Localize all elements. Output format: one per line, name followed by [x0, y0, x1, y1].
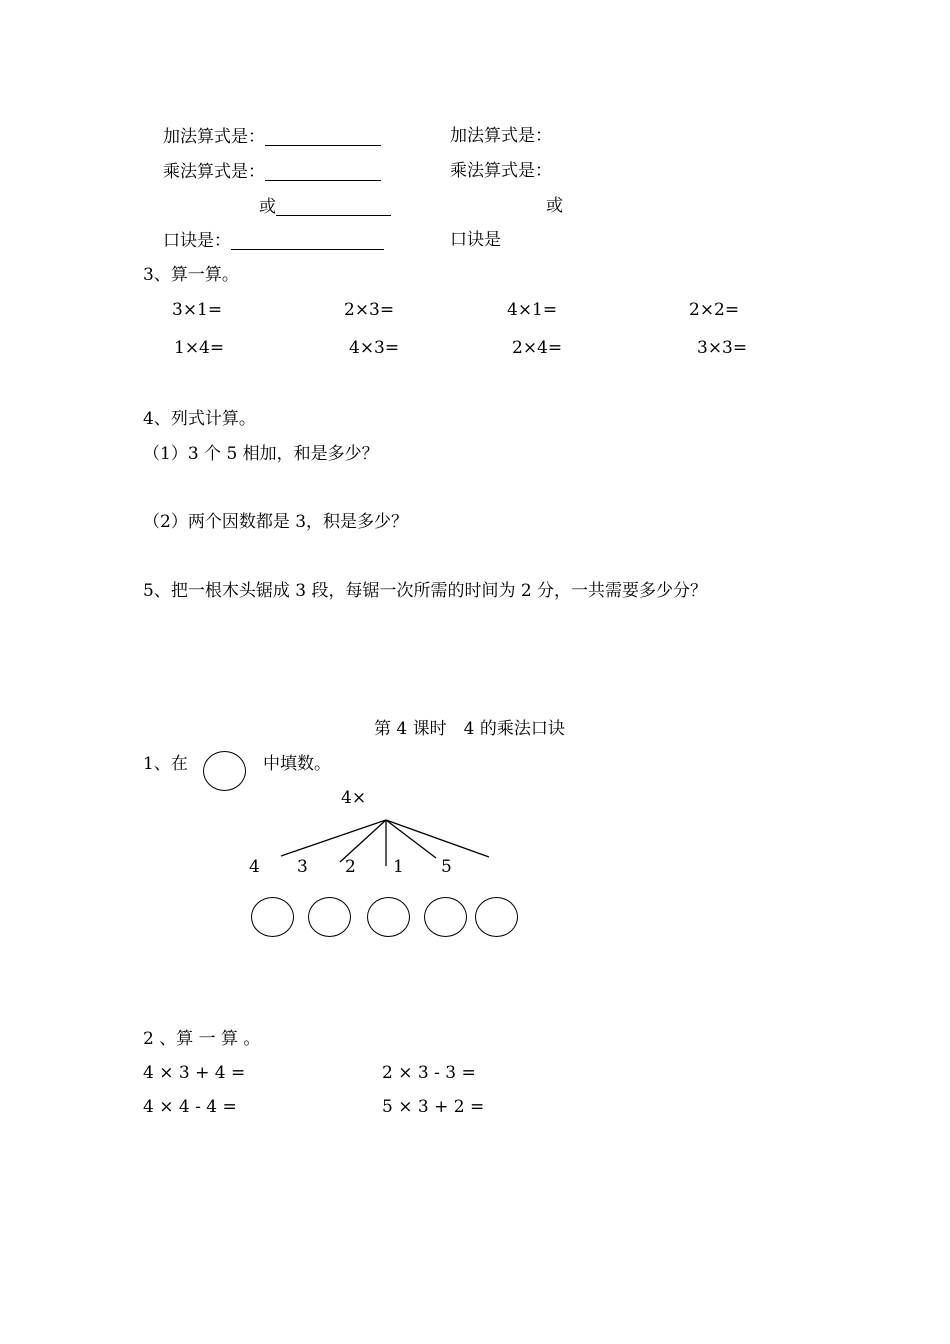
add-formula-label-right: 加法算式是：	[450, 126, 552, 146]
lesson-q2-expr: 5 × 3 + 2 =	[382, 1097, 485, 1117]
q3-expr: 4×3=	[349, 338, 400, 358]
branch-line	[386, 820, 489, 857]
tree-number: 3	[297, 857, 308, 877]
q3-expr: 2×4=	[512, 338, 563, 358]
rhyme-label-right: 口诀是	[450, 230, 501, 250]
answer-circle[interactable]	[251, 897, 294, 937]
q3-expr: 2×2=	[689, 300, 740, 320]
answer-circle[interactable]	[367, 897, 410, 937]
or-label-left: 或	[259, 198, 391, 216]
rhyme-label-left: 口诀是：	[163, 232, 384, 250]
lesson-q1-prefix: 1、在	[143, 754, 188, 774]
mul-formula-label-right: 乘法算式是：	[450, 161, 552, 181]
add-formula-label-left: 加法算式是：	[163, 128, 381, 146]
branch-line	[281, 820, 386, 856]
branch-line	[340, 820, 386, 862]
q3-title: 3、算一算。	[143, 265, 239, 285]
tree-number: 4	[249, 857, 260, 877]
lesson-title: 第 4 课时 4 的乘法口诀	[374, 719, 565, 739]
q4-part-1: （1）3 个 5 相加，和是多少？	[143, 444, 379, 464]
q3-expr: 1×4=	[174, 338, 225, 358]
q3-expr: 3×1=	[172, 300, 223, 320]
branch-line	[386, 820, 436, 858]
tree-number: 2	[345, 857, 356, 877]
q4-part-2: （2）两个因数都是 3，积是多少？	[143, 512, 409, 532]
lesson-q2-expr: 4 × 4 - 4 =	[143, 1097, 237, 1117]
lesson-q2-expr: 4 × 3 + 4 =	[143, 1063, 246, 1083]
q4-title: 4、列式计算。	[143, 409, 256, 429]
mul-formula-label-left: 乘法算式是：	[163, 163, 381, 181]
lesson-q1-suffix: 中填数。	[263, 754, 331, 774]
or-label-right: 或	[546, 196, 563, 216]
lesson-q2-expr: 2 × 3 - 3 =	[382, 1063, 476, 1083]
lesson-q2-title: 2 、算 一 算 。	[143, 1029, 261, 1049]
q3-expr: 2×3=	[344, 300, 395, 320]
tree-number: 1	[393, 857, 404, 877]
answer-circle[interactable]	[308, 897, 351, 937]
tree-root-label: 4×	[341, 788, 367, 808]
q3-expr: 3×3=	[697, 338, 748, 358]
q3-expr: 4×1=	[507, 300, 558, 320]
tree-number: 5	[441, 857, 452, 877]
answer-circle[interactable]	[424, 897, 467, 937]
q5-text: 5、把一根木头锯成 3 段，每锯一次所需的时间为 2 分，一共需要多少分？	[143, 581, 708, 601]
answer-circle[interactable]	[475, 897, 518, 937]
